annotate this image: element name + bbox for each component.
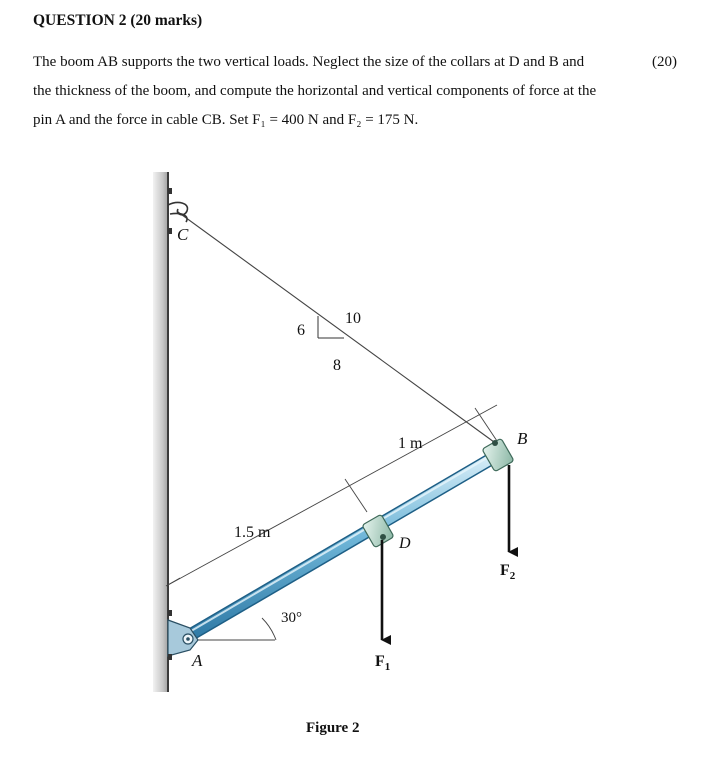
label-dim-db: 1 m [398, 435, 423, 452]
question-line-3: pin A and the force in cable CB. Set F₁ = 400 N and F₂ = 175 N. [33, 112, 419, 128]
label-c: C [177, 225, 189, 244]
marks-label: (20) [652, 54, 677, 70]
question-line-2: the thickness of the boom, and compute the horizontal and vertical components of force at the [33, 83, 597, 99]
label-f1-sub: 1 [384, 661, 391, 673]
wall [153, 172, 169, 692]
dimension-lines [166, 405, 497, 640]
label-d: D [399, 535, 411, 552]
figure-caption: Figure 2 [306, 720, 360, 736]
question-heading: QUESTION 2 (20 marks) [33, 12, 203, 29]
label-dim-ad: 1.5 m [234, 524, 271, 541]
label-angle: 30° [281, 610, 302, 626]
label-slope-horiz: 8 [333, 357, 341, 374]
question-line-1: The boom AB supports the two vertical loads. Neglect the size of the collars at D and B and [33, 54, 585, 70]
label-b: B [517, 429, 528, 448]
label-f1 [375, 653, 390, 673]
label-slope-hyp: 10 [345, 310, 361, 327]
label-a: A [192, 651, 203, 670]
label-f1-main: F [375, 653, 385, 670]
cable-cb [178, 212, 494, 442]
slope-triangle [318, 316, 344, 338]
boom-ab [185, 452, 498, 638]
label-f2-main: F [500, 562, 510, 579]
label-f2 [500, 562, 516, 582]
label-slope-vert: 6 [297, 322, 305, 339]
label-f2-sub: 2 [509, 570, 516, 582]
